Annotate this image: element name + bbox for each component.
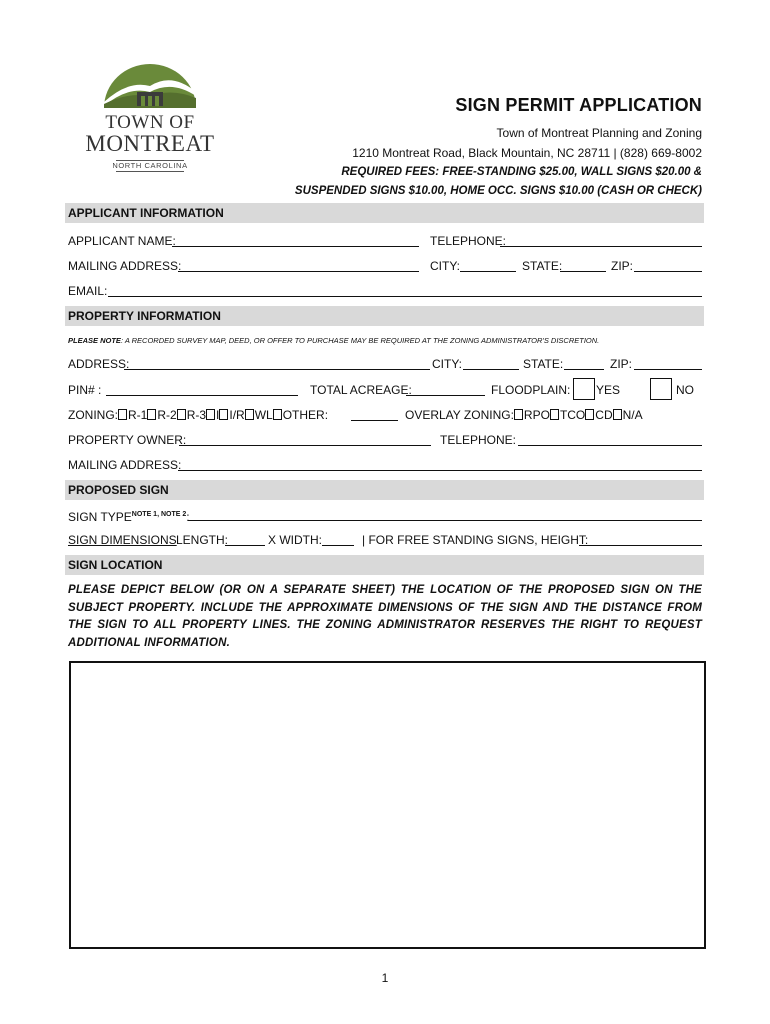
height-label: | FOR FREE STANDING SIGNS, HEIGHT: [362, 533, 589, 547]
floodplain-yes-checkbox[interactable] [573, 378, 595, 400]
owner-mailing-field[interactable] [178, 470, 702, 471]
note-text: : A RECORDED SURVEY MAP, DEED, OR OFFER TO PURCHASE MAY BE REQUIRED AT THE ZONING ADMINISTRATOR'S DISCRETION. [120, 336, 600, 345]
property-city-label: CITY: [432, 357, 463, 371]
height-field[interactable] [579, 545, 702, 546]
section-applicant-heading: APPLICANT INFORMATION [65, 203, 704, 223]
zoning-option: R-3 [186, 408, 207, 422]
proposed-row-1 [68, 507, 702, 523]
floodplain-label: FLOODPLAIN: [491, 383, 571, 397]
zoning-option: R-2 [157, 408, 177, 422]
overlay-options [405, 407, 643, 423]
zoning-i-checkbox[interactable] [206, 409, 215, 420]
applicant-email-label: EMAIL: [68, 284, 108, 298]
property-city-field[interactable] [463, 369, 519, 370]
page-title: SIGN PERMIT APPLICATION [455, 95, 702, 115]
sign-type-label: SIGN $TYPE^{NOTE 1, NOTE 2}$: [68, 510, 190, 524]
floodplain-yes-label: YES [596, 383, 621, 397]
property-zip-label: ZIP: [610, 357, 633, 371]
property-row-3 [68, 407, 702, 423]
zoning-options [68, 407, 328, 423]
sign-type-text: SIGN TYPE [68, 510, 132, 524]
overlay-na-checkbox[interactable] [613, 409, 622, 420]
zoning-option: R-1 [128, 408, 148, 422]
location-instructions: PLEASE DEPICT BELOW (OR ON A SEPARATE SHEET) THE LOCATION OF THE PROPOSED SIGN ON THE SUBJECT PROPERTY. INCLUDE THE APPROXIMATE DIMENSIONS OF THE SIGN AND THE DISTANCE FROM THE SIGN TO ALL PROPERTY LINES. THE ZONING ADMINISTRATOR RESERVES THE RIGHT TO REQUEST ADDITIONAL INFORMATION. [68, 584, 702, 649]
applicant-name-field[interactable] [172, 246, 419, 247]
logo-north-carolina: NORTH CAROLINA [112, 161, 188, 170]
logo-montreat: MONTREAT [85, 131, 215, 156]
applicant-mailing-label: MAILING ADDRESS: [68, 259, 182, 273]
proposed-row-2 [68, 532, 702, 548]
mountain-logo-icon [80, 62, 220, 112]
property-address-label: ADDRESS: [68, 357, 130, 371]
zoning-r3-checkbox[interactable] [177, 409, 186, 420]
property-row-4 [68, 432, 702, 448]
section-property-heading: PROPERTY INFORMATION [65, 306, 704, 326]
applicant-mailing-field[interactable] [178, 271, 419, 272]
applicant-email-field[interactable] [108, 296, 702, 297]
property-row-5 [68, 457, 702, 473]
applicant-row-3 [68, 283, 702, 299]
org-address: 1210 Montreat Road, Black Mountain, NC 28711 | (828) 669-8002 [352, 146, 702, 160]
length-field[interactable] [225, 545, 265, 546]
overlay-rpo-checkbox[interactable] [514, 409, 523, 420]
applicant-row-1 [68, 233, 702, 249]
zoning-option: I [216, 408, 220, 422]
zoning-other-checkbox[interactable] [273, 409, 282, 420]
applicant-city-field[interactable] [460, 271, 516, 272]
property-row-2 [68, 382, 702, 398]
overlay-option: TCO [559, 408, 586, 422]
zoning-wl-checkbox[interactable] [245, 409, 254, 420]
sign-type-field[interactable] [188, 520, 702, 521]
pin-label: PIN# : [68, 383, 102, 397]
zoning-other-field[interactable] [351, 420, 398, 421]
zoning-option: I/R [229, 408, 245, 422]
zoning-r1-checkbox[interactable] [118, 409, 127, 420]
acreage-label: TOTAL ACREAGE: [310, 383, 412, 397]
zoning-option: OTHER: [282, 408, 329, 422]
page-number: 1 [381, 971, 389, 985]
overlay-option: CD [595, 408, 613, 422]
property-state-label: STATE: [523, 357, 564, 371]
sign-location-sketch-area[interactable] [69, 661, 706, 949]
applicant-telephone-field[interactable] [500, 246, 702, 247]
fees-line-2: SUSPENDED SIGNS $10.00, HOME OCC. SIGNS $10.00 (CASH OR CHECK) [294, 185, 702, 197]
applicant-name-label: APPLICANT NAME: [68, 234, 176, 248]
applicant-city-label: CITY: [430, 259, 461, 273]
sign-type-note: NOTE 1, NOTE 2 [131, 511, 187, 518]
overlay-tco-checkbox[interactable] [550, 409, 559, 420]
applicant-state-field[interactable] [560, 271, 606, 272]
logo-divider [116, 171, 184, 172]
zoning-option: WL [254, 408, 273, 422]
owner-label: PROPERTY OWNER: [68, 433, 187, 447]
owner-mailing-label: MAILING ADDRESS: [68, 458, 182, 472]
zoning-r2-checkbox[interactable] [147, 409, 156, 420]
overlay-option: RPO [523, 408, 550, 422]
floodplain-no-checkbox[interactable] [650, 378, 672, 400]
property-note [68, 336, 599, 345]
logo-town-of: TOWN OF [105, 112, 195, 133]
applicant-zip-field[interactable] [634, 271, 702, 272]
overlay-option: N/A [622, 408, 643, 422]
length-label: LENGTH: [176, 533, 229, 547]
overlay-cd-checkbox[interactable] [585, 409, 594, 420]
width-field[interactable] [322, 545, 354, 546]
town-logo [80, 62, 220, 174]
zoning-ir-checkbox[interactable] [219, 409, 228, 420]
applicant-state-label: STATE: [522, 259, 563, 273]
org-name: Town of Montreat Planning and Zoning [496, 126, 702, 140]
applicant-telephone-label: TELEPHONE: [430, 234, 507, 248]
owner-field[interactable] [179, 445, 431, 446]
sign-dimensions-label: SIGN DIMENSIONS [68, 533, 177, 547]
width-label: X WIDTH: [268, 533, 322, 547]
property-zip-field[interactable] [634, 369, 702, 370]
property-row-1 [68, 356, 702, 372]
pin-field[interactable] [106, 395, 298, 396]
owner-telephone-label: TELEPHONE: [440, 433, 517, 447]
owner-telephone-field[interactable] [518, 445, 702, 446]
property-state-field[interactable] [564, 369, 604, 370]
applicant-row-2 [68, 258, 702, 274]
floodplain-no-label: NO [676, 383, 694, 397]
property-address-field[interactable] [124, 369, 430, 370]
section-proposed-heading: PROPOSED SIGN [65, 480, 704, 500]
zoning-label: ZONING: [68, 408, 118, 422]
section-location-heading: SIGN LOCATION [65, 555, 704, 575]
acreage-field[interactable] [406, 395, 485, 396]
note-prefix: PLEASE NOTE [68, 336, 121, 345]
applicant-zip-label: ZIP: [611, 259, 634, 273]
overlay-label: OVERLAY ZONING: [405, 408, 514, 422]
fees-line-1: REQUIRED FEES: FREE-STANDING $25.00, WALL SIGNS $20.00 & [341, 166, 702, 178]
